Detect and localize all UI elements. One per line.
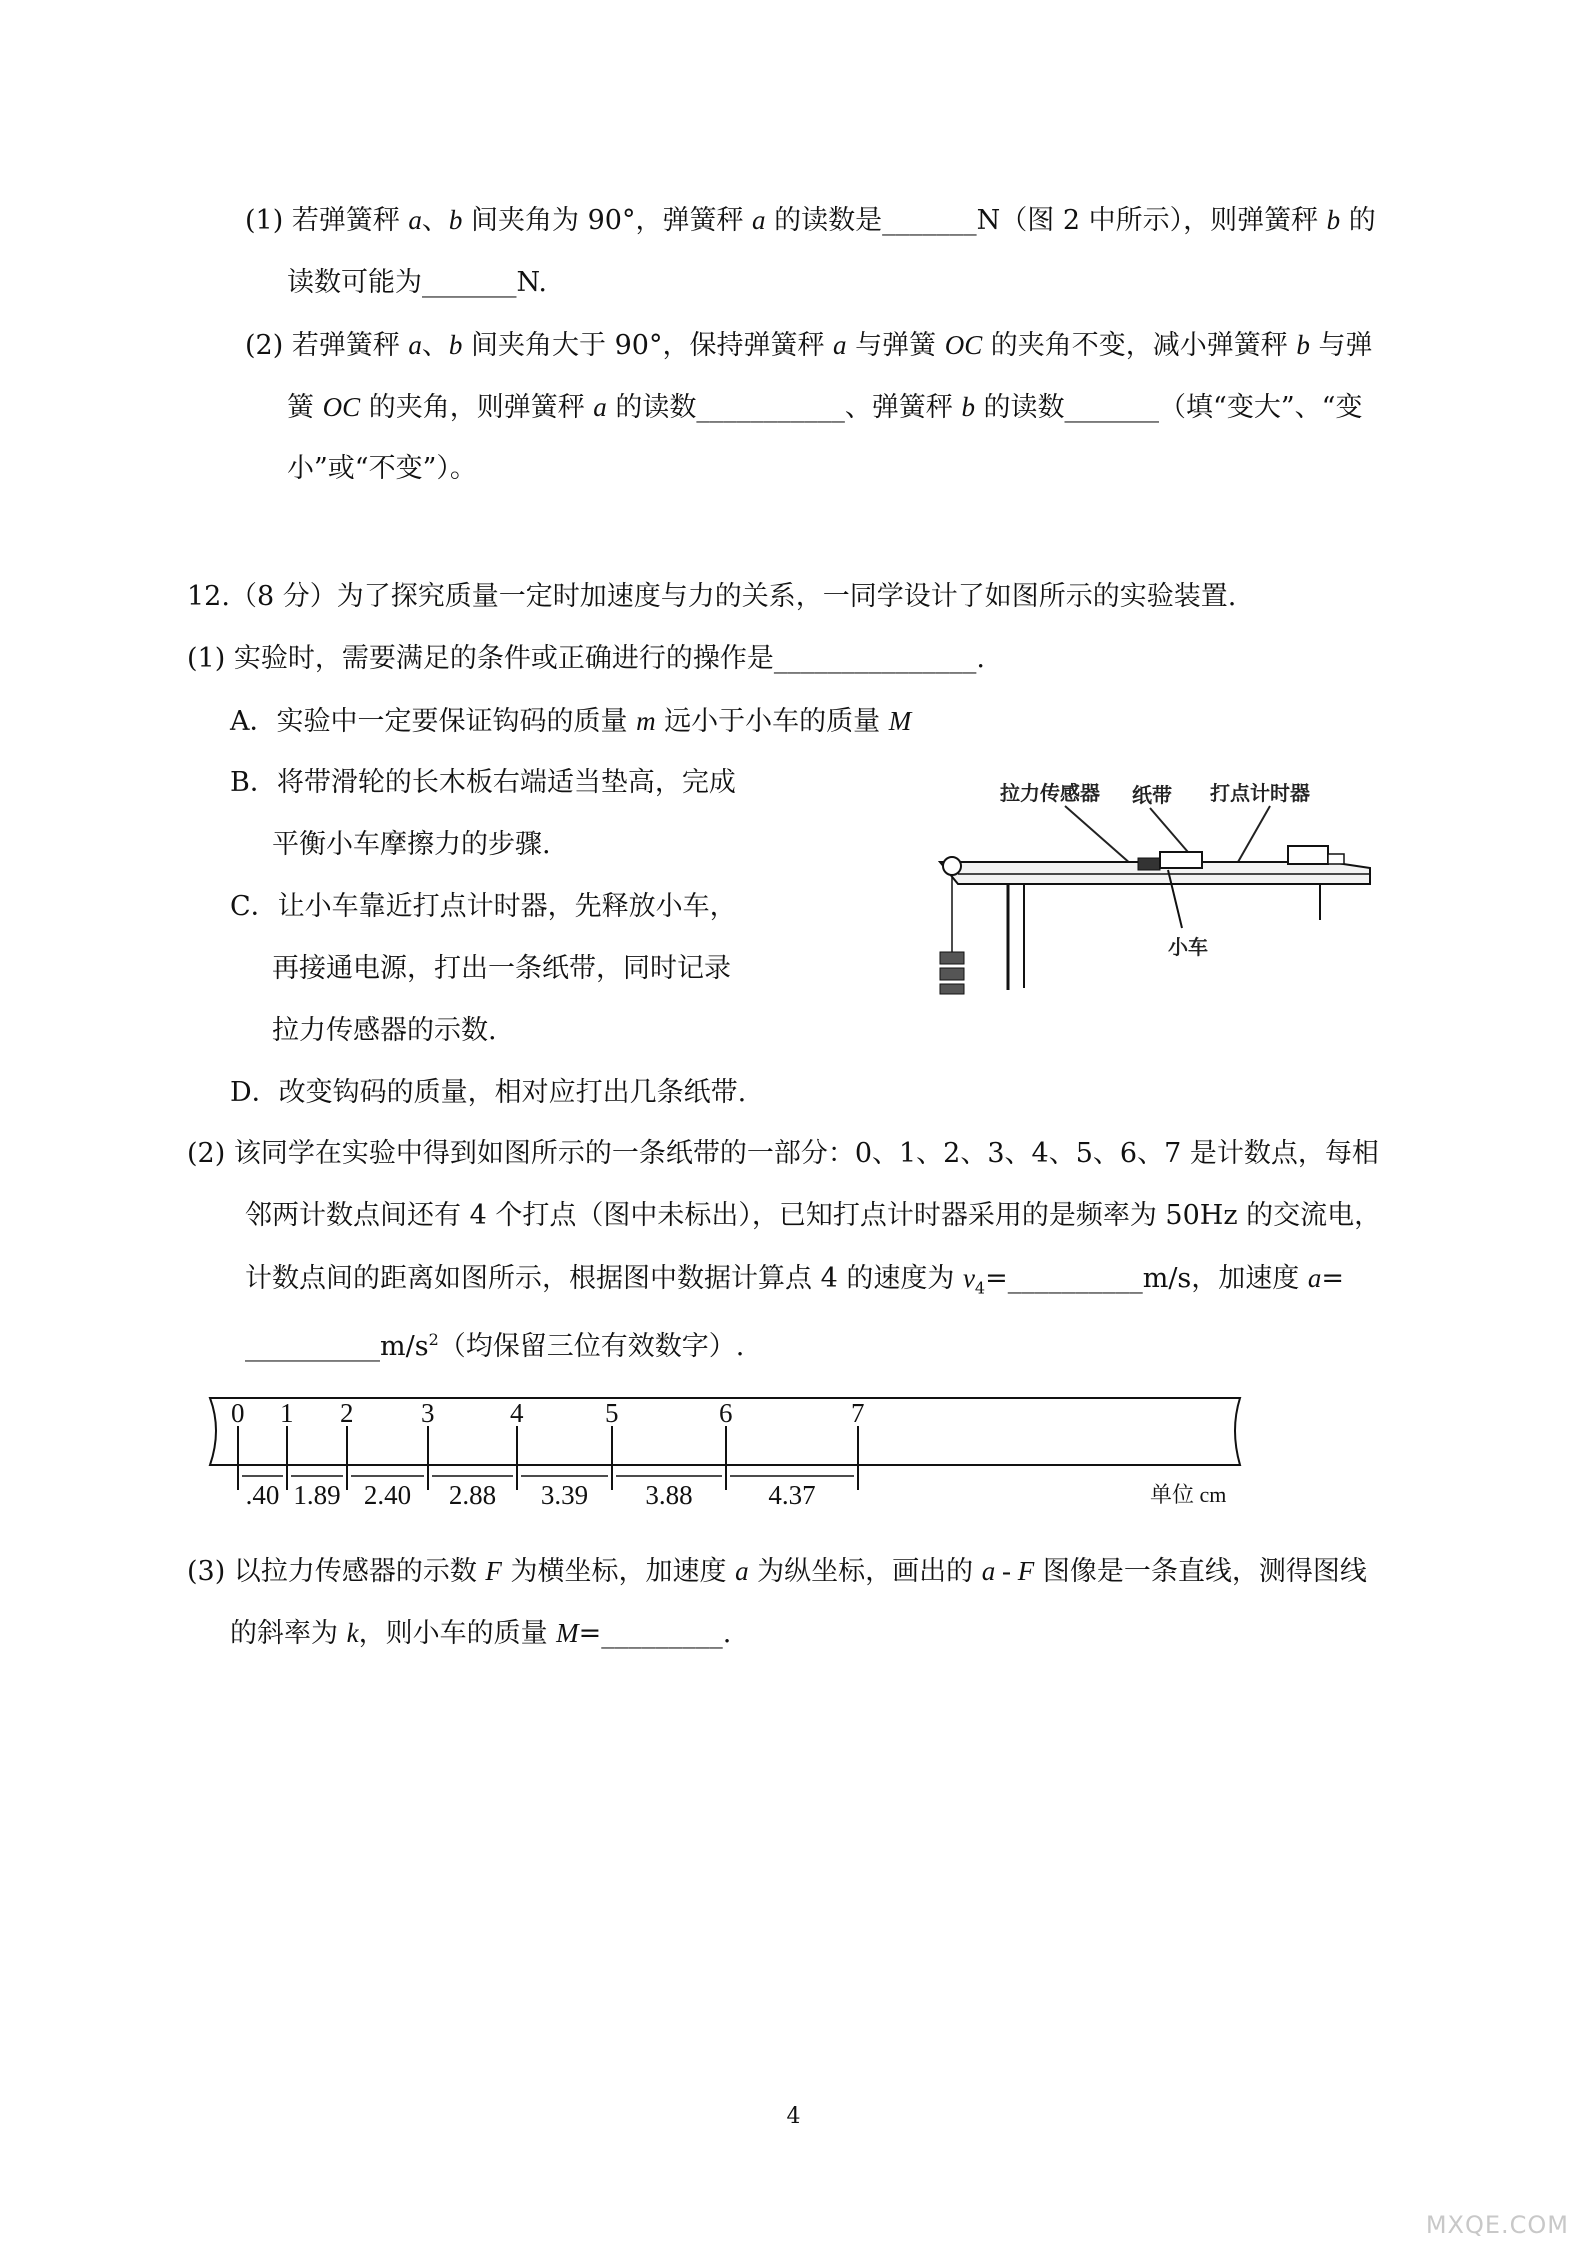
q12-title: 12.（8 分）为了探究质量一定时加速度与力的关系，一同学设计了如图所示的实验装置. [187,581,1237,612]
var-m: m [636,706,656,736]
var-oc: OC [322,392,361,422]
text: 的读数_______（填“变大”、“变 [974,392,1363,423]
count-point-label: 1 [280,1398,294,1428]
var-k: k [346,1618,359,1648]
text: (1) 若弹簧秤 [245,205,409,236]
q12-part3-line2 [230,1616,731,1651]
var-b: b [1326,205,1341,235]
q11-part2-line3: 小”或“不变”）。 [287,453,477,484]
var-a: a [833,330,847,360]
var-a: a [408,330,422,360]
text: 、 [421,205,449,236]
text: 的读数是_______N（图 2 中所示），则弹簧秤 [765,205,1327,236]
q12-option-b-line1: B．将带滑轮的长木板右端适当垫高，完成 [230,767,736,798]
count-point-label: 0 [231,1398,245,1428]
label-sensor: 拉力传感器 [1000,781,1100,805]
text: (3) 以拉力传感器的示数 [187,1556,486,1587]
var-a: a [1307,1263,1322,1293]
timer-icon [1328,854,1344,864]
label-cart: 小车 [1168,935,1208,959]
distance-label: 2.40 [363,1480,412,1510]
q11-part2-line1 [245,328,1372,363]
weight-icon [940,984,964,994]
count-point-label: 7 [851,1398,865,1428]
text: 间夹角大于 90°，保持弹簧秤 [462,330,834,361]
text: __________m/s [245,1331,429,1362]
q12-option-c-line3: 拉力传感器的示数. [272,1015,497,1046]
unit-label: 单位 cm [1150,1482,1227,1507]
var-a: a [408,205,422,235]
text: 远小于小车的质量 [655,706,889,737]
subscript: 4 [974,1278,986,1298]
distance-label: 3.39 [540,1480,589,1510]
text: 的夹角不变，减小弹簧秤 [982,330,1297,361]
timer-icon [1288,846,1328,864]
var-v: v [962,1263,975,1293]
var-oc: OC [944,330,983,360]
count-point-label: 2 [340,1398,354,1428]
distance-label: 1.89 [293,1480,341,1510]
text: 的 [1340,205,1376,236]
count-point-label: 3 [421,1398,435,1428]
var-F: F [485,1556,502,1586]
var-b: b [448,205,463,235]
count-point-label: 6 [719,1398,733,1428]
q12-part2-line4 [245,1323,744,1364]
q12-part2-line3 [245,1261,1344,1305]
text: ，则小车的质量 [358,1618,557,1649]
text: A．实验中一定要保证钩码的质量 [230,706,637,737]
text: 间夹角为 90°，弹簧秤 [462,205,753,236]
text: 的夹角，则弹簧秤 [360,392,594,423]
q12-option-d: D．改变钩码的质量，相对应打出几条纸带. [230,1077,747,1108]
q12-option-c-line1: C．让小车靠近打点计时器，先释放小车， [230,891,737,922]
q12-part2-line1: (2) 该同学在实验中得到如图所示的一条纸带的一部分：0、1、2、3、4、5、6、7 是计数点，每相 [187,1138,1379,1169]
text: 的读数___________、弹簧秤 [606,392,962,423]
count-point-label: 5 [605,1398,619,1428]
q12-part1: (1) 实验时，需要满足的条件或正确进行的操作是_______________. [187,643,985,674]
distance-label: .40 [245,1480,280,1510]
pulley-icon [943,857,961,875]
text: 与弹 [1309,330,1373,361]
text: 图像是一条直线，测得图线 [1034,1556,1367,1587]
apparatus-figure [900,770,1380,1010]
label-tape: 纸带 [1132,783,1172,807]
var-a: a [752,205,766,235]
q11-part2-line2 [287,390,1362,425]
text: = [1321,1263,1344,1294]
distance-label: 4.37 [768,1480,816,1510]
page-number: 4 [786,2104,801,2129]
var-M: M [888,706,912,736]
text: 与弹簧 [846,330,945,361]
var-a: a [593,392,607,422]
force-sensor-icon [1138,858,1160,870]
var-b: b [448,330,463,360]
text: 的斜率为 [230,1618,347,1649]
q12-option-b-line2: 平衡小车摩擦力的步骤. [272,829,551,860]
q11-part1-line2: 读数可能为_______N. [287,267,547,298]
text: 为横坐标，加速度 [501,1556,736,1587]
watermark-logo: MXQE.COM [1425,2211,1569,2239]
text: 、 [421,330,449,361]
text: 簧 [287,392,323,423]
q12-option-c-line2: 再接通电源，打出一条纸带，同时记录 [272,953,731,984]
weight-icon [940,968,964,980]
pointer-line [1238,806,1270,862]
label-timer: 打点计时器 [1210,781,1310,805]
cart-icon [1160,852,1202,868]
count-point-label: 4 [510,1398,524,1428]
q11-part1-line1 [245,203,1376,238]
weight-icon [940,952,964,964]
var-a: a [735,1556,749,1586]
text: （均保留三位有效数字）. [438,1331,745,1362]
q12-part3-line1 [187,1554,1367,1589]
distance-label: 3.88 [645,1480,693,1510]
text: 计数点间的距离如图所示，根据图中数据计算点 4 的速度为 [245,1263,963,1294]
var-aF: a - F [981,1556,1035,1586]
distance-label: 2.88 [448,1480,497,1510]
text: =__________m/s，加速度 [985,1263,1308,1294]
paper-tape-figure [200,1390,1260,1520]
text: 为纵坐标，画出的 [748,1556,982,1587]
text: =_________. [578,1618,732,1649]
var-b: b [961,392,975,422]
text: (2) 若弹簧秤 [245,330,409,361]
superscript: 2 [428,1330,439,1349]
var-M: M [556,1618,579,1648]
q12-option-a [230,704,911,739]
var-b: b [1296,330,1310,360]
q12-part2-line2: 邻两计数点间还有 4 个打点（图中未标出），已知打点计时器采用的是频率为 50Hz 的交流电， [245,1200,1382,1231]
